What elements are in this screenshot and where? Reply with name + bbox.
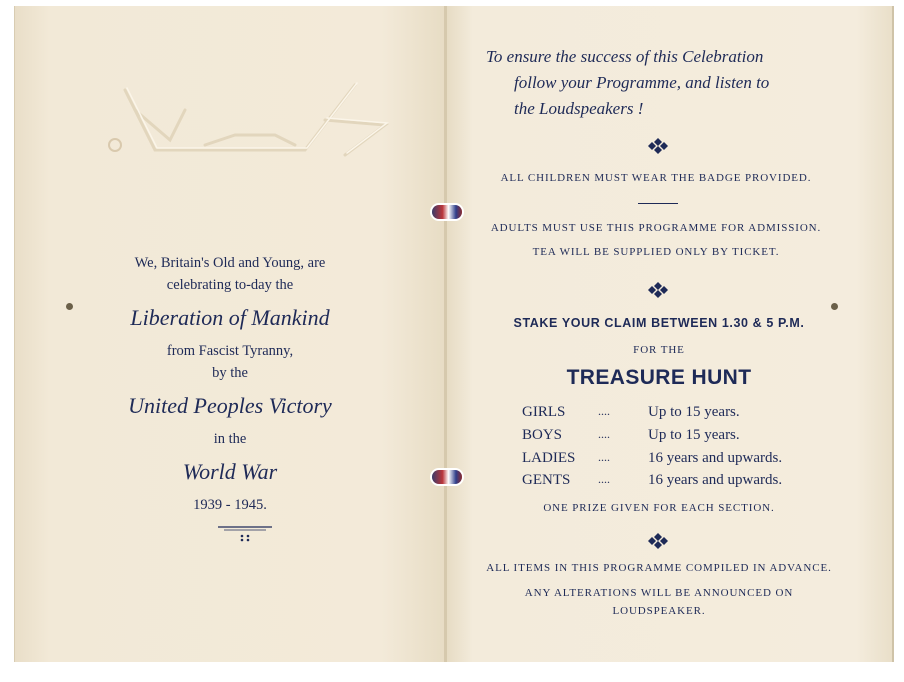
diamond-ornament-1 <box>648 138 668 154</box>
prize-note: ONE PRIZE GIVEN FOR EACH SECTION. <box>543 502 775 514</box>
binding-cord-top <box>432 205 462 219</box>
children-badge-notice: ALL CHILDREN MUST WEAR THE BADGE PROVIDED. <box>500 172 812 184</box>
tea-ticket-notice: TEA WILL BE SUPPLIED ONLY BY TICKET. <box>532 246 780 258</box>
hunt-dots: .... <box>598 404 610 418</box>
intro-line-3: the Loudspeakers ! <box>514 99 644 118</box>
dedication-line-5: by the <box>212 365 248 381</box>
hunt-category: LADIES <box>522 450 576 466</box>
hunt-category: GENTS <box>522 472 571 488</box>
hunt-age: Up to 15 years. <box>648 404 740 420</box>
hunt-age: 16 years and upwards. <box>648 472 783 488</box>
hunt-dots: .... <box>598 450 610 464</box>
liberation-heading: Liberation of Mankind <box>130 305 330 330</box>
hunt-age: 16 years and upwards. <box>648 450 783 466</box>
treasure-hunt-title: TREASURE HUNT <box>566 366 752 389</box>
dedication-line-4: from Fascist Tyranny, <box>166 343 294 359</box>
embossed-ship-decoration <box>95 70 395 190</box>
world-war-heading: World War <box>182 459 278 484</box>
diamond-ornament-2 <box>648 282 668 298</box>
intro-paragraph <box>486 44 836 122</box>
intro-line-2: follow your Programme, and listen to <box>514 73 770 92</box>
hunt-dots: .... <box>598 427 610 441</box>
hunt-dots: .... <box>598 472 610 486</box>
dedication-line-7: in the <box>213 431 247 447</box>
hunt-category: GIRLS <box>522 404 566 420</box>
hunt-age: Up to 15 years. <box>648 427 740 443</box>
alterations-line-2: LOUDSPEAKER. <box>612 605 706 617</box>
victory-heading: United Peoples Victory <box>128 393 332 418</box>
for-the-label: FOR THE <box>633 344 685 356</box>
hunt-category: BOYS <box>522 427 563 443</box>
war-years: 1939 - 1945. <box>193 497 267 513</box>
alterations-line-1: ANY ALTERATIONS WILL BE ANNOUNCED ON <box>524 587 794 599</box>
diamond-ornament-3 <box>648 533 668 549</box>
rule-ornament <box>218 524 272 544</box>
intro-line-1: To ensure the success of this Celebration <box>486 47 764 66</box>
staple-hole-right <box>831 303 838 310</box>
stake-claim-heading: STAKE YOUR CLAIM BETWEEN 1.30 & 5 P.M. <box>513 316 805 330</box>
dedication-line-2: celebrating to-day the <box>166 277 294 293</box>
adults-admission-notice: ADULTS MUST USE THIS PROGRAMME FOR ADMISSION. <box>490 222 822 234</box>
dedication-line-1: We, Britain's Old and Young, are <box>134 255 326 271</box>
separator-dash <box>638 203 678 204</box>
compiled-note: ALL ITEMS IN THIS PROGRAMME COMPILED IN ADVANCE. <box>486 562 832 574</box>
